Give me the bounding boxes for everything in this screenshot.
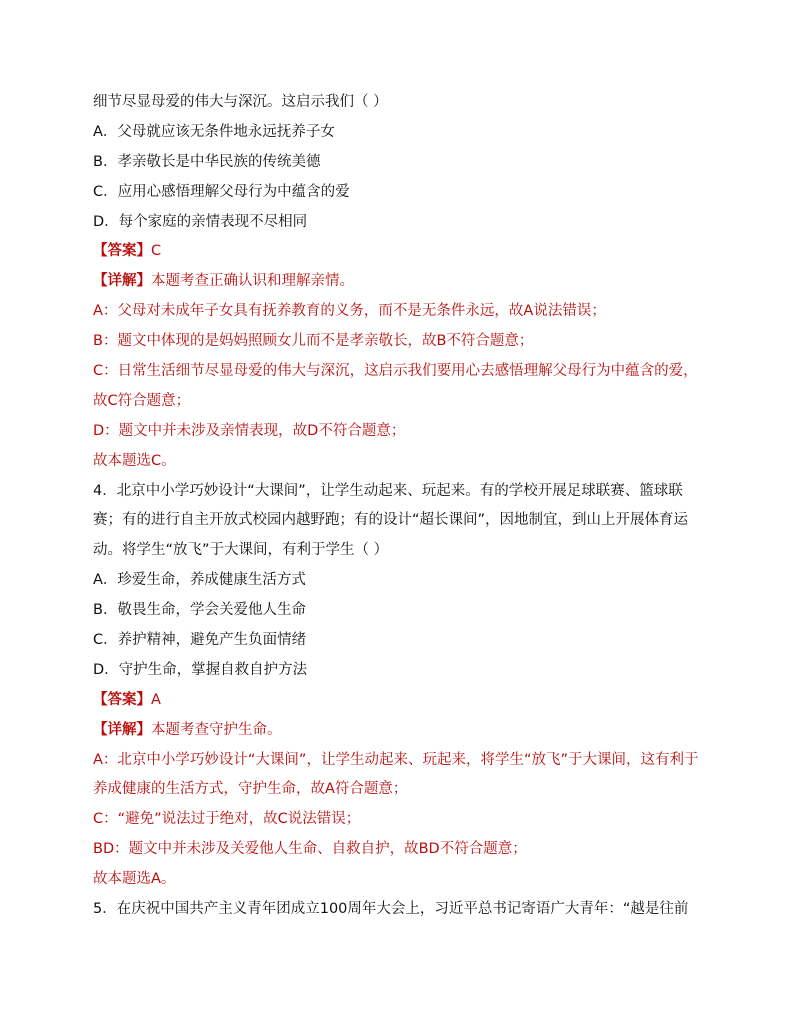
answer-value: A <box>151 691 161 708</box>
analysis-line: C：“避免”说法过于绝对，故C说法错误； <box>93 811 361 828</box>
analysis-line: 养成健康的生活方式，守护生命，故A符合题意； <box>93 781 408 798</box>
question-5-text: 5．在庆祝中国共产主义青年团成立100周年大会上，习近平总书记寄语广大青年：“越是往前 <box>93 901 689 918</box>
answer-tag: 【答案】 <box>93 691 151 708</box>
analysis-line: C：日常生活细节尽显母爱的伟大与深沉，这启示我们要用心去感悟理解父母行为中蕴含的爱， <box>93 363 698 380</box>
answer-tag: 【答案】 <box>93 243 151 260</box>
analysis-line: 故C符合题意； <box>93 392 191 409</box>
option-a: A．珍爱生命，养成健康生活方式 <box>93 572 306 589</box>
conclusion-line: 故本题选C。 <box>93 452 176 469</box>
explanation-line <box>93 716 733 746</box>
document-page <box>93 88 733 925</box>
explanation-tag: 【详解】 <box>93 721 151 738</box>
analysis-line: A：北京中小学巧妙设计“大课间”，让学生动起来、玩起来，将学生“放飞”于大课间，这有利于 <box>93 751 699 768</box>
answer-value: C <box>151 243 162 260</box>
answer-line <box>93 237 733 267</box>
analysis-line: B：题文中体现的是妈妈照顾女儿而不是孝亲敬长，故B不符合题意； <box>93 333 534 350</box>
option-b: B．孝亲敬长是中华民族的传统美德 <box>93 153 321 170</box>
question-4-text: 赛；有的进行自主开放式校园内越野跑；有的设计“超长课间”，因地制宜，到山上开展体育运 <box>93 512 689 529</box>
explanation-text: 本题考查正确认识和理解亲情。 <box>151 273 354 290</box>
option-d: D．每个家庭的亲情表现不尽相同 <box>93 213 308 230</box>
text-line: 细节尽显母爱的伟大与深沉。这启示我们（ ） <box>93 94 388 110</box>
option-b: B．敬畏生命，学会关爱他人生命 <box>93 602 306 619</box>
option-a: A．父母就应该无条件地永远抚养子女 <box>93 123 335 140</box>
question-4-text: 4．北京中小学巧妙设计“大课间”，让学生动起来、玩起来。有的学校开展足球联赛、篮球联 <box>93 482 683 499</box>
answer-line <box>93 686 733 716</box>
analysis-line: D：题文中并未涉及亲情表现，故D不符合题意； <box>93 422 406 439</box>
option-c: C．应用心感悟理解父母行为中蕴含的爱 <box>93 183 350 200</box>
question-4-text: 动。将学生“放飞”于大课间，有利于学生（ ） <box>93 542 389 559</box>
analysis-line: BD：题文中并未涉及关爱他人生命、自救自护，故BD不符合题意； <box>93 841 527 858</box>
conclusion-line: 故本题选A。 <box>93 871 176 888</box>
option-c: C．养护精神，避免产生负面情绪 <box>93 632 307 649</box>
explanation-text: 本题考查守护生命。 <box>151 721 282 738</box>
explanation-tag: 【详解】 <box>93 273 151 290</box>
analysis-line: A：父母对未成年子女具有抚养教育的义务，而不是无条件永远，故A说法错误； <box>93 303 606 320</box>
explanation-line <box>93 267 733 297</box>
option-d: D．守护生命，掌握自救自护方法 <box>93 661 308 678</box>
